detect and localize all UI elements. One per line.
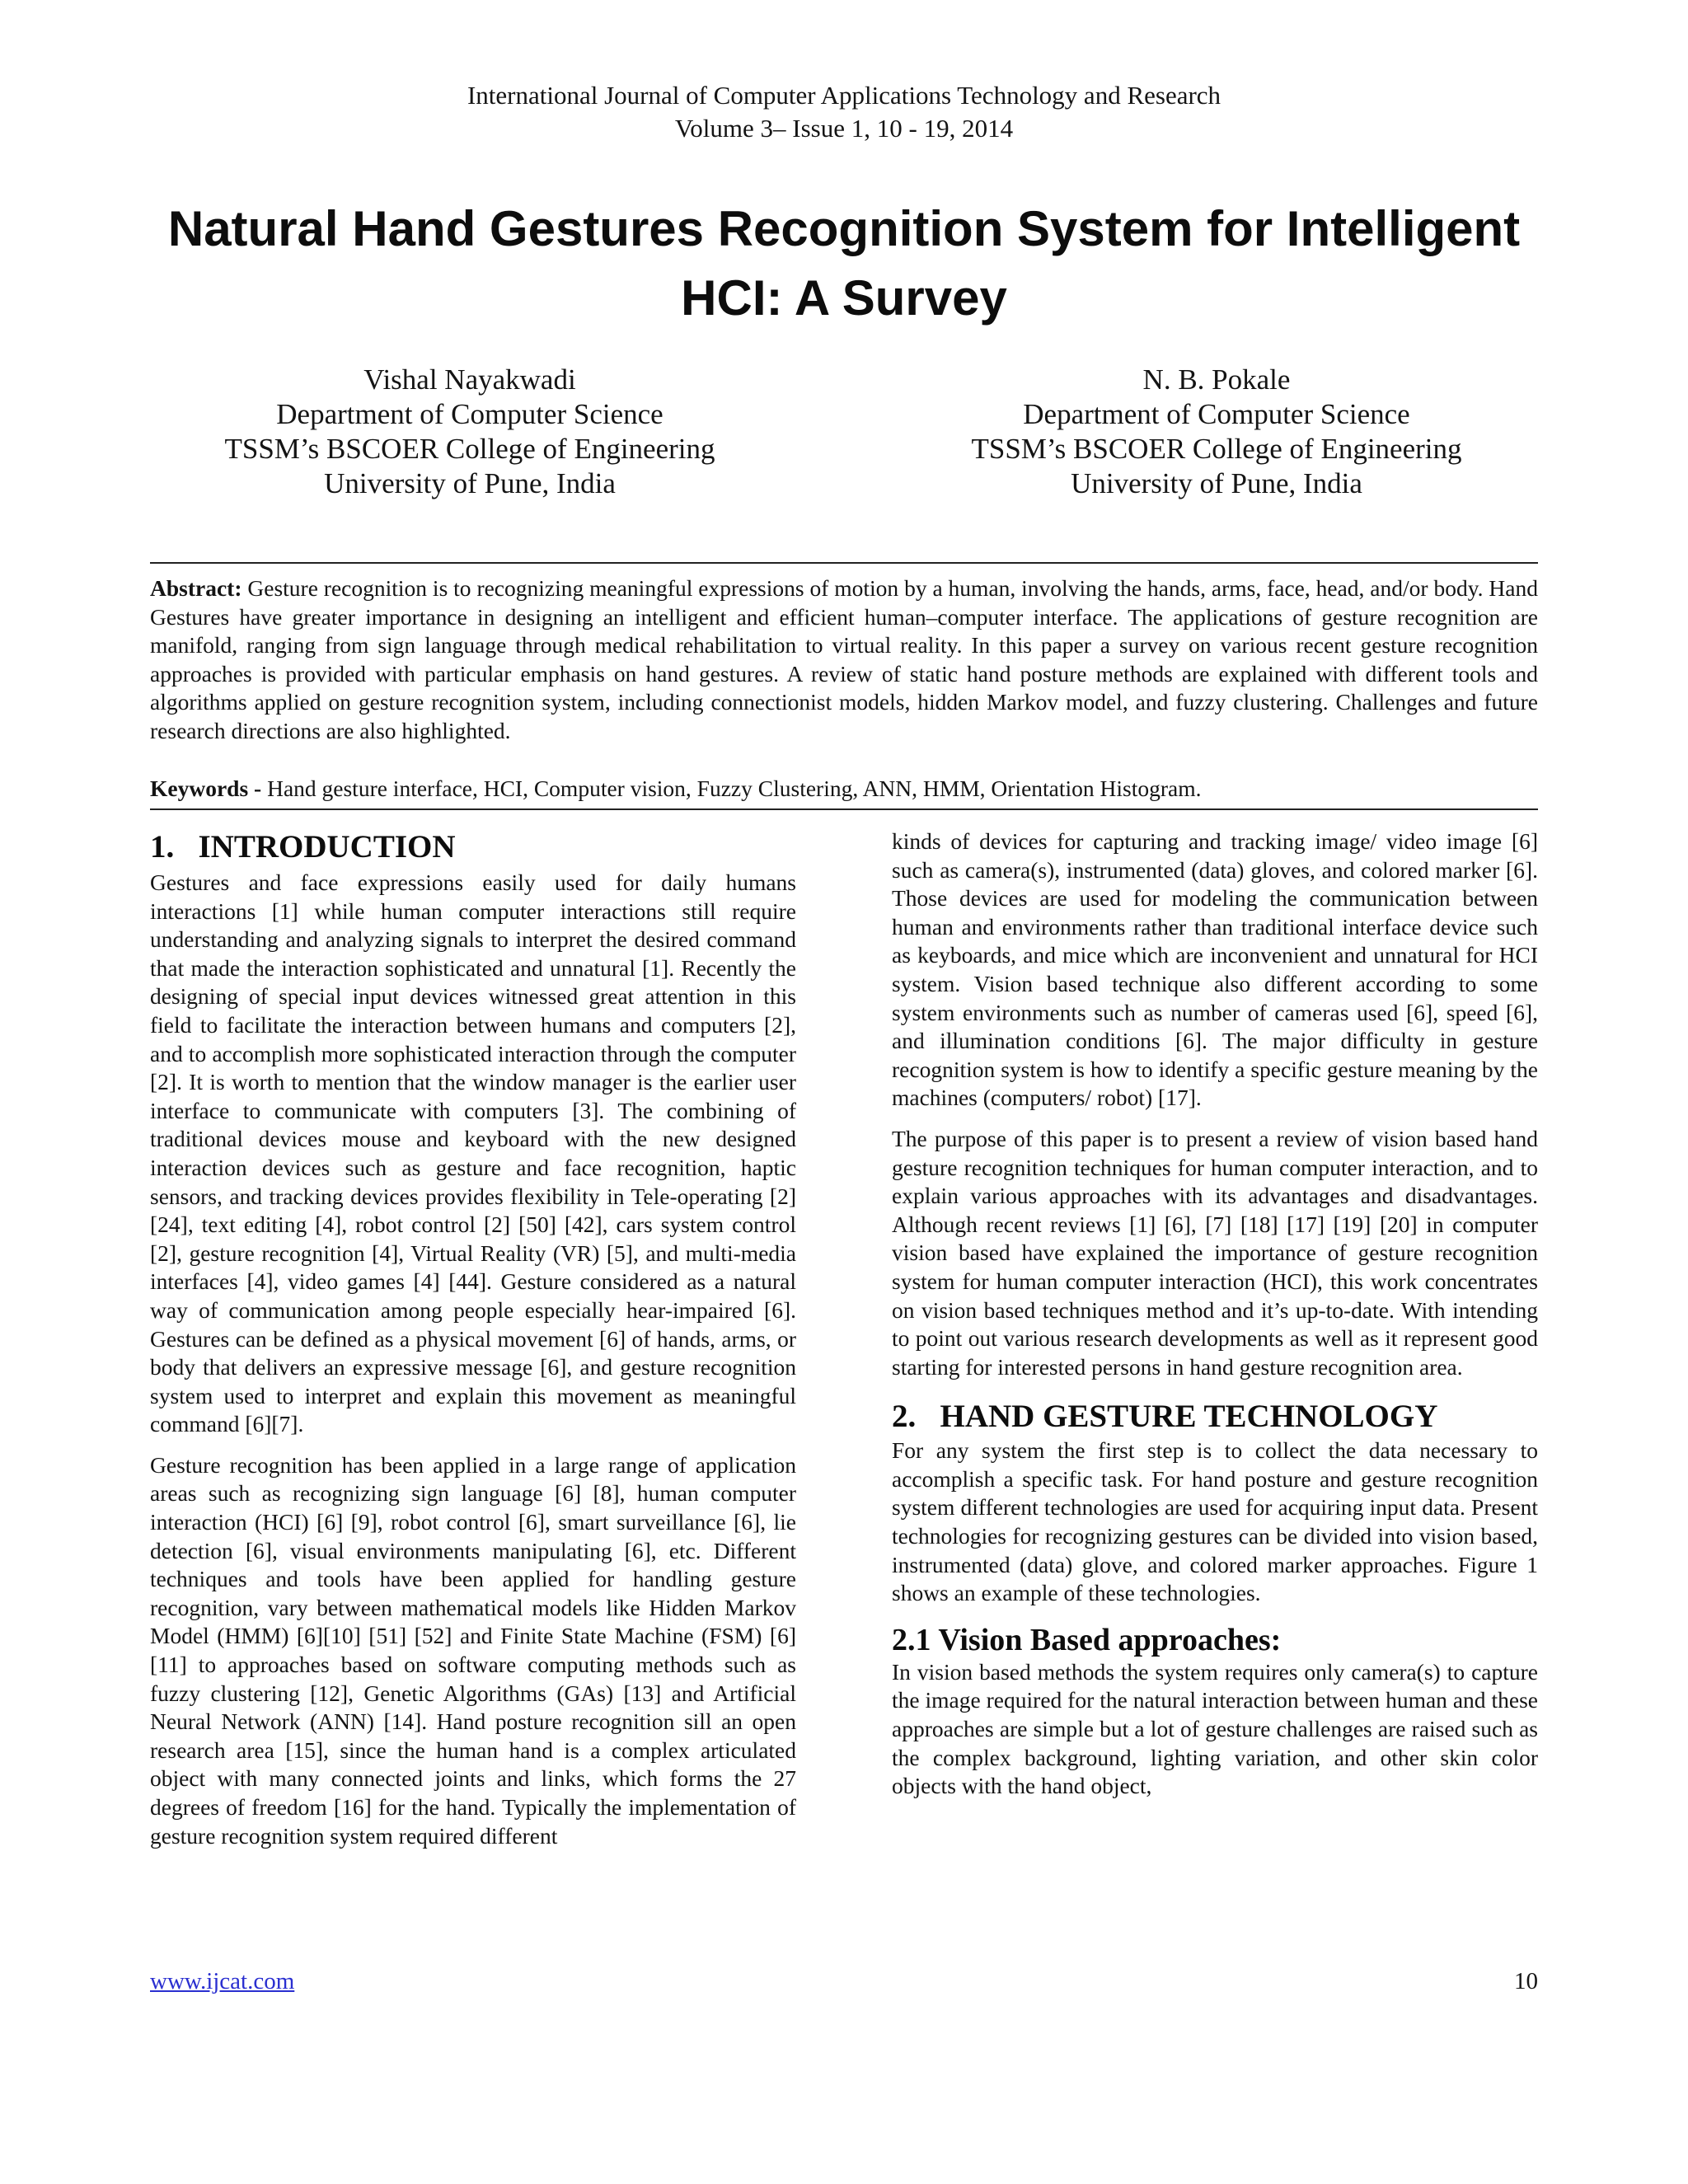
journal-name: International Journal of Computer Applications Technology and Research [467, 81, 1221, 110]
section-heading-introduction: 1. INTRODUCTION [150, 829, 456, 865]
author-university: University of Pune, India [1071, 467, 1362, 499]
keywords-text: Hand gesture interface, HCI, Computer vision, Fuzzy Clustering, ANN, HMM, Orientation Histogram. [267, 776, 1202, 801]
page-number: 10 [1514, 1968, 1538, 1994]
keywords [150, 775, 1538, 803]
author-block-1 [157, 363, 783, 501]
author-block-2 [903, 363, 1530, 501]
vision-paragraph-1: In vision based methods the system requires only camera(s) to capture the image required for the natural interaction between human and these approaches are simple but a lot of gesture challenges are raised such as the complex background, lighting variation, and other skin color objects with the hand object, [892, 1658, 1538, 1799]
keywords-bottom-rule [150, 808, 1538, 810]
subsection-heading-vision-based: 2.1 Vision Based approaches: [892, 1622, 1282, 1657]
author-university: University of Pune, India [324, 467, 616, 499]
author-department: Department of Computer Science [276, 398, 663, 430]
intro-paragraph-4: The purpose of this paper is to present a review of vision based hand gesture recognition techniques for human computer interaction, and to explain various approaches with its advantages and disadvantages. Although recent reviews [1] [6], [7] [18] [17] [19] [20] in computer vision based have explained the importance of gesture recognition system for human computer interaction (HCI), this work concentrates on vision based techniques method and it’s up-to-date. With intending to point out various research developments as well as it represent good starting for interested persons in hand gesture recognition area. [892, 1125, 1538, 1380]
author-name: N. B. Pokale [1142, 363, 1291, 396]
left-column [150, 827, 796, 1850]
intro-paragraph-3: kinds of devices for capturing and tracking image/ video image [6] such as camera(s), instrumented (data) gloves, and colored marker [6]. Those devices are used for modeling the communication between human and environments rather than traditional interface device such as keyboards, and mice which are inconvenient and unnatural for HCI system. Vision based technique also different according to some system environments such as number of cameras used [6], speed [6], and illumination conditions [6]. The major difficulty in gesture recognition system is how to identify a specific gesture meaning by the machines (computers/ robot) [17]. [892, 828, 1538, 1111]
abstract [150, 574, 1538, 746]
section-heading-hand-gesture-technology: 2. HAND GESTURE TECHNOLOGY [892, 1399, 1438, 1435]
intro-paragraph-2: Gesture recognition has been applied in a large range of application areas such as recognizing sign language [6] [8], human computer interaction (HCI) [6] [9], robot control [6], smart surveillance [6], lie detection [6], visual environments manipulating [6], etc. Different techniques and tools have been applied for handling gesture recognition, vary between mathematical models like Hidden Markov Model (HMM) [6][10] [51] [52] and Finite State Machine (FSM) [6][11] to approaches based on software computing methods such as fuzzy clustering [12], Genetic Algorithms (GAs) [13] and Artificial Neural Network (ANN) [14]. Hand posture recognition sill an open research area [15], since the human hand is a complex articulated object with many connected joints and links, which forms the 27 degrees of freedom [16] for the hand. Typically the implementation of gesture recognition system required different [150, 1451, 796, 1849]
abstract-text: Gesture recognition is to recognizing meaningful expressions of motion by a human, involving the hands, arms, face, head, and/or body. Hand Gestures have greater importance in designing an intelligent and efficient human–computer interface. The applications of gesture recognition are manifold, ranging from sign language through medical rehabilitation to virtual reality. In this paper a survey on various recent gesture recognition approaches is provided with particular emphasis on hand gestures. A review of static hand posture methods are explained with different tools and algorithms applied on gesture recognition system, including connectionist models, hidden Markov model, and fuzzy clustering. Challenges and future research directions are also highlighted. [150, 575, 1538, 743]
author-name: Vishal Nayakwadi [363, 363, 576, 396]
keywords-label: Keywords - [150, 776, 262, 801]
paper-title: Natural Hand Gestures Recognition System for Intelligent HCI: A Survey [167, 201, 1521, 326]
abstract-top-rule [150, 562, 1538, 564]
intro-paragraph-1: Gestures and face expressions easily used for daily humans interactions [1] while human computer interactions still require understanding and analyzing signals to interpret the desired command that made the interaction sophisticated and unnatural [1]. Recently the designing of special input devices witnessed great attention in this field to facilitate the interaction between humans and computers [2], and to accomplish more sophisticated interaction through the computer [2]. It is worth to mention that the window manager is the earlier user interface to communicate with computers [3]. The combining of traditional devices mouse and keyboard with the new designed interaction devices such as gesture and face recognition, haptic sensors, and tracking devices provides flexibility in Tele-operating [2] [24], text editing [4], robot control [2] [50] [42], cars system control [2], gesture recognition [4], Virtual Reality (VR) [5], and multi-media interfaces [4], video games [4] [44]. Gesture considered as a natural way of communication among people especially hear-impaired [6]. Gestures can be defined as a physical movement [6] of hands, arms, or body that delivers an expressive message [6], and gesture recognition system used to interpret and explain this movement as meaningful command [6][7]. [150, 869, 796, 1437]
journal-volume: Volume 3– Issue 1, 10 - 19, 2014 [674, 114, 1014, 143]
author-college: TSSM’s BSCOER College of Engineering [971, 433, 1462, 465]
technology-paragraph-1: For any system the first step is to collect the data necessary to accomplish a specific task. For hand posture and gesture recognition system different technologies are used for acquiring input data. Present technologies for recognizing gestures can be divided into vision based, instrumented (data) glove, and colored marker approaches. Figure 1 shows an example of these technologies. [892, 1437, 1538, 1606]
author-department: Department of Computer Science [1023, 398, 1410, 430]
journal-website-link[interactable]: www.ijcat.com [150, 1968, 295, 1994]
right-column [892, 827, 1538, 1801]
author-college: TSSM’s BSCOER College of Engineering [224, 433, 715, 465]
abstract-label: Abstract: [150, 575, 242, 601]
